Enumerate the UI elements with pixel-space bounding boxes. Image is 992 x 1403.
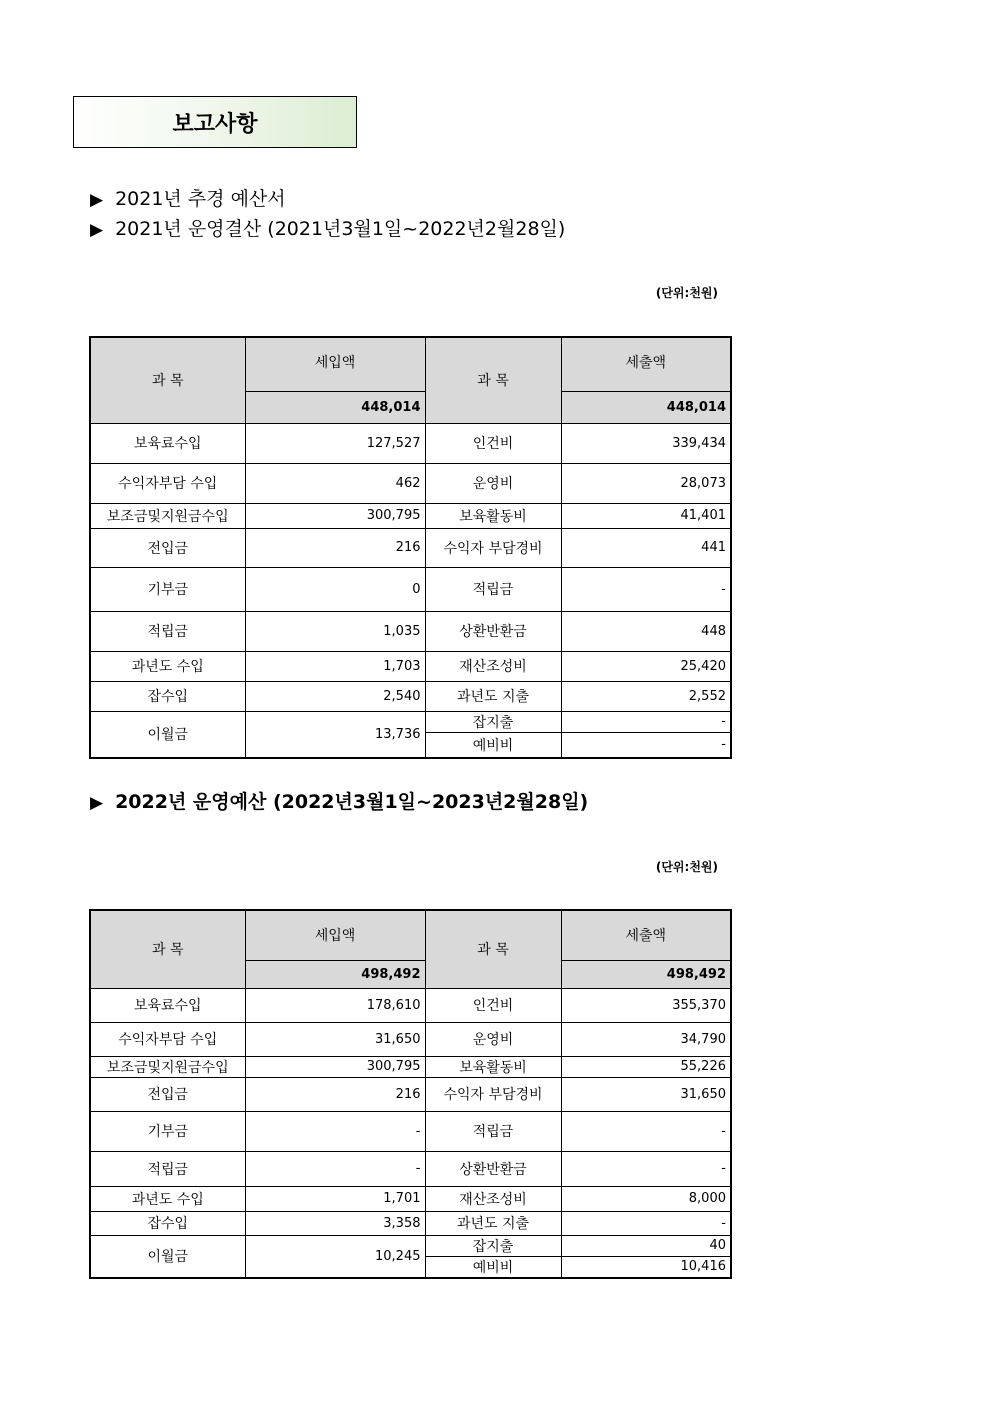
table-row	[90, 651, 731, 681]
table-row	[90, 1151, 731, 1186]
table-row	[90, 1235, 731, 1256]
triangle-bullet-icon: ▶	[90, 220, 104, 240]
expense-value: -	[561, 1111, 731, 1151]
table-row	[90, 567, 731, 611]
expense-item: 적립금	[425, 1111, 561, 1151]
unit-label: (단위:천원)	[655, 286, 718, 300]
expense-item: 과년도 지출	[425, 1211, 561, 1235]
income-total: 498,492	[245, 960, 425, 988]
budget-table-2022	[89, 909, 732, 1279]
table-row	[90, 681, 731, 711]
income-item: 적립금	[90, 611, 245, 651]
expense-item: 운영비	[425, 1022, 561, 1056]
expense-item: 재산조성비	[425, 651, 561, 681]
expense-total: 498,492	[561, 960, 731, 988]
expense-header: 세출액	[561, 337, 731, 391]
expense-value: 25,420	[561, 651, 731, 681]
income-value: 216	[245, 1077, 425, 1111]
income-item: 잡수입	[90, 681, 245, 711]
income-value: -	[245, 1151, 425, 1186]
expense-header: 세출액	[561, 910, 731, 960]
bullet-item	[90, 787, 588, 814]
income-item: 기부금	[90, 1111, 245, 1151]
income-item: 보육료수입	[90, 988, 245, 1022]
report-title-text: 보고사항	[172, 111, 258, 137]
expense-value: 55,226	[561, 1056, 731, 1077]
income-header: 세입액	[245, 910, 425, 960]
income-item: 잡수입	[90, 1211, 245, 1235]
settlement-table-2021	[89, 336, 732, 759]
expense-item: 재산조성비	[425, 1186, 561, 1211]
income-item: 수익자부담 수입	[90, 463, 245, 503]
expense-item: 과년도 지출	[425, 681, 561, 711]
expense-item: 인건비	[425, 423, 561, 463]
table-row	[90, 1077, 731, 1111]
income-value: 13,736	[245, 711, 425, 758]
subject-header: 과 목	[90, 910, 245, 988]
expense-value: 339,434	[561, 423, 731, 463]
expense-value: 34,790	[561, 1022, 731, 1056]
income-value: 178,610	[245, 988, 425, 1022]
expense-value: 41,401	[561, 503, 731, 528]
expense-item: 예비비	[425, 732, 561, 758]
subject-header: 과 목	[425, 337, 561, 423]
table-row	[90, 1111, 731, 1151]
income-item: 과년도 수입	[90, 1186, 245, 1211]
income-value: 462	[245, 463, 425, 503]
expense-value: 8,000	[561, 1186, 731, 1211]
expense-item: 잡지출	[425, 1235, 561, 1256]
bullet-text: 2021년 운영결산 (2021년3월1일~2022년2월28일)	[115, 218, 566, 240]
income-item: 적립금	[90, 1151, 245, 1186]
expense-item: 수익자 부담경비	[425, 528, 561, 567]
expense-value: 31,650	[561, 1077, 731, 1111]
expense-value: -	[561, 1211, 731, 1235]
income-item: 전입금	[90, 1077, 245, 1111]
expense-value: 40	[561, 1235, 731, 1256]
expense-item: 인건비	[425, 988, 561, 1022]
expense-total: 448,014	[561, 391, 731, 423]
triangle-bullet-icon: ▶	[90, 793, 104, 813]
expense-item: 수익자 부담경비	[425, 1077, 561, 1111]
expense-value: 355,370	[561, 988, 731, 1022]
income-total: 448,014	[245, 391, 425, 423]
income-value: 127,527	[245, 423, 425, 463]
subject-header: 과 목	[425, 910, 561, 988]
expense-value: 441	[561, 528, 731, 567]
expense-value: 10,416	[561, 1256, 731, 1278]
income-value: 216	[245, 528, 425, 567]
expense-value: -	[561, 567, 731, 611]
expense-value: 28,073	[561, 463, 731, 503]
income-value: 300,795	[245, 503, 425, 528]
income-item: 과년도 수입	[90, 651, 245, 681]
expense-item: 보육활동비	[425, 1056, 561, 1077]
bullet-item	[90, 214, 565, 241]
expense-value: 2,552	[561, 681, 731, 711]
income-value: 31,650	[245, 1022, 425, 1056]
expense-item: 적립금	[425, 567, 561, 611]
expense-value: -	[561, 711, 731, 732]
income-value: 0	[245, 567, 425, 611]
expense-item: 보육활동비	[425, 503, 561, 528]
income-value: 10,245	[245, 1235, 425, 1278]
income-item: 기부금	[90, 567, 245, 611]
income-value: -	[245, 1111, 425, 1151]
expense-item: 운영비	[425, 463, 561, 503]
bullet-item	[90, 184, 286, 211]
subject-header: 과 목	[90, 337, 245, 423]
expense-value: 448	[561, 611, 731, 651]
table-row	[90, 711, 731, 732]
table-row	[90, 611, 731, 651]
income-value: 2,540	[245, 681, 425, 711]
expense-value: -	[561, 1151, 731, 1186]
report-title	[73, 96, 357, 148]
income-value: 300,795	[245, 1056, 425, 1077]
income-value: 3,358	[245, 1211, 425, 1235]
income-item: 보조금및지원금수입	[90, 503, 245, 528]
expense-item: 상환반환금	[425, 611, 561, 651]
income-value: 1,703	[245, 651, 425, 681]
table-row	[90, 528, 731, 567]
expense-item: 잡지출	[425, 711, 561, 732]
table-row	[90, 463, 731, 503]
income-item: 보육료수입	[90, 423, 245, 463]
table-row	[90, 1186, 731, 1211]
expense-item: 예비비	[425, 1256, 561, 1278]
income-item: 이월금	[90, 1235, 245, 1278]
bullet-text: 2021년 추경 예산서	[115, 188, 286, 210]
expense-item: 상환반환금	[425, 1151, 561, 1186]
triangle-bullet-icon: ▶	[90, 190, 104, 210]
table-row	[90, 1056, 731, 1077]
unit-label: (단위:천원)	[655, 860, 718, 874]
income-header: 세입액	[245, 337, 425, 391]
income-item: 이월금	[90, 711, 245, 758]
income-item: 전입금	[90, 528, 245, 567]
table-row	[90, 988, 731, 1022]
income-item: 수익자부담 수입	[90, 1022, 245, 1056]
table-row	[90, 503, 731, 528]
income-value: 1,035	[245, 611, 425, 651]
table-row	[90, 1211, 731, 1235]
bullet-text: 2022년 운영예산 (2022년3월1일~2023년2월28일)	[115, 791, 589, 813]
income-item: 보조금및지원금수입	[90, 1056, 245, 1077]
table-row	[90, 423, 731, 463]
expense-value: -	[561, 732, 731, 758]
income-value: 1,701	[245, 1186, 425, 1211]
table-row	[90, 1022, 731, 1056]
